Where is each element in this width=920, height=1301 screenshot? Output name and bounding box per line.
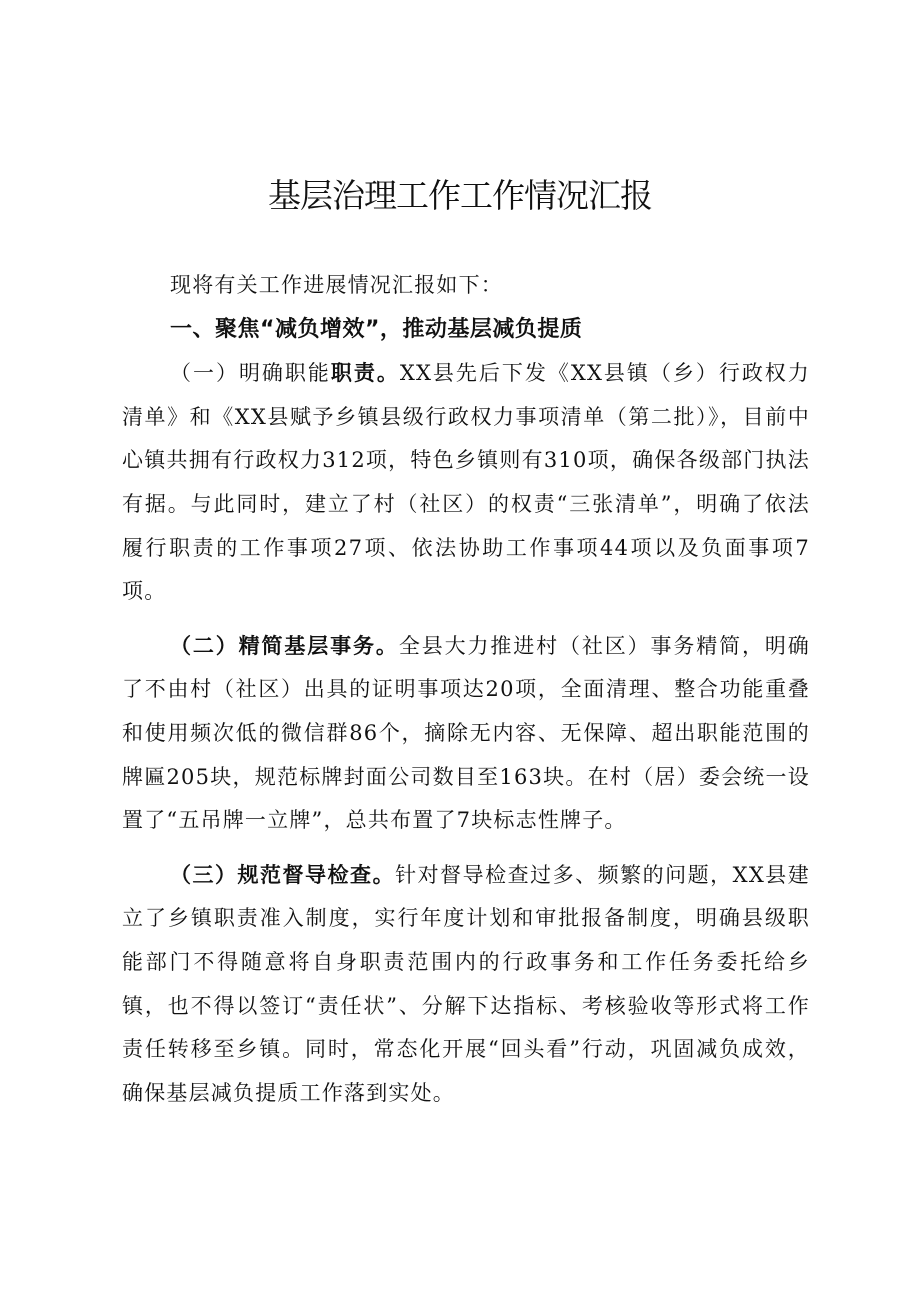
paragraph-1-body: XX县先后下发《XX县镇（乡）行政权力清单》和《XX县赋予乡镇县级行政权力事项清单（第二批）》，目前中心镇共拥有行政权力312项，特色乡镇则有310项，确保各级部门执法有据。与此同时，建立了村（社区）的权责“三张清单”，明确了依法履行职责的工作事项27项、依法协助工作事项44项以及负面事项7项。 <box>122 361 810 604</box>
paragraph-1-lead-a: （一）明确职能 <box>170 361 331 386</box>
section-heading: 一、聚焦“减负增效”，推动基层减负提质 <box>170 316 583 342</box>
spacer <box>122 614 810 624</box>
spacer <box>122 843 810 853</box>
paragraph-3 <box>122 853 810 1116</box>
document-title: 基层治理工作工作情况汇报 <box>268 176 652 215</box>
paragraph-3-lead: （三）规范督导检查。 <box>170 861 396 887</box>
paragraph-2-lead: （二）精简基层事务。 <box>170 632 399 658</box>
paragraph-1-lead-b: 职责。 <box>330 360 400 386</box>
paragraph-2-body: 全县大力推进村（社区）事务精简，明确了不由村（社区）出具的证明事项达20项，全面清理、整合功能重叠和使用频次低的微信群86个，摘除无内容、无保障、超出职能范围的牌匾205块，规范标牌封面公司数目至163块。在村（居）委会统一设置了“五吊牌一立牌”，总共布置了7块标志性牌子。 <box>122 633 810 833</box>
intro-paragraph: 现将有关工作进展情况汇报如下： <box>170 273 503 297</box>
paragraph-1 <box>122 351 810 614</box>
paragraph-3-body: 针对督导检查过多、频繁的问题，XX县建立了乡镇职责准入制度，实行年度计划和审批报备制度，明确县级职能部门不得随意将自身职责范围内的行政事务和工作任务委托给乡镇，也不得以签订“责任状”、分解下达指标、考核验收等形式将工作责任转移至乡镇。同时，常态化开展“回头看”行动，巩固减负成效，确保基层减负提质工作落到实处。 <box>122 862 811 1105</box>
paragraph-2 <box>122 624 810 843</box>
document-body <box>122 264 810 1115</box>
